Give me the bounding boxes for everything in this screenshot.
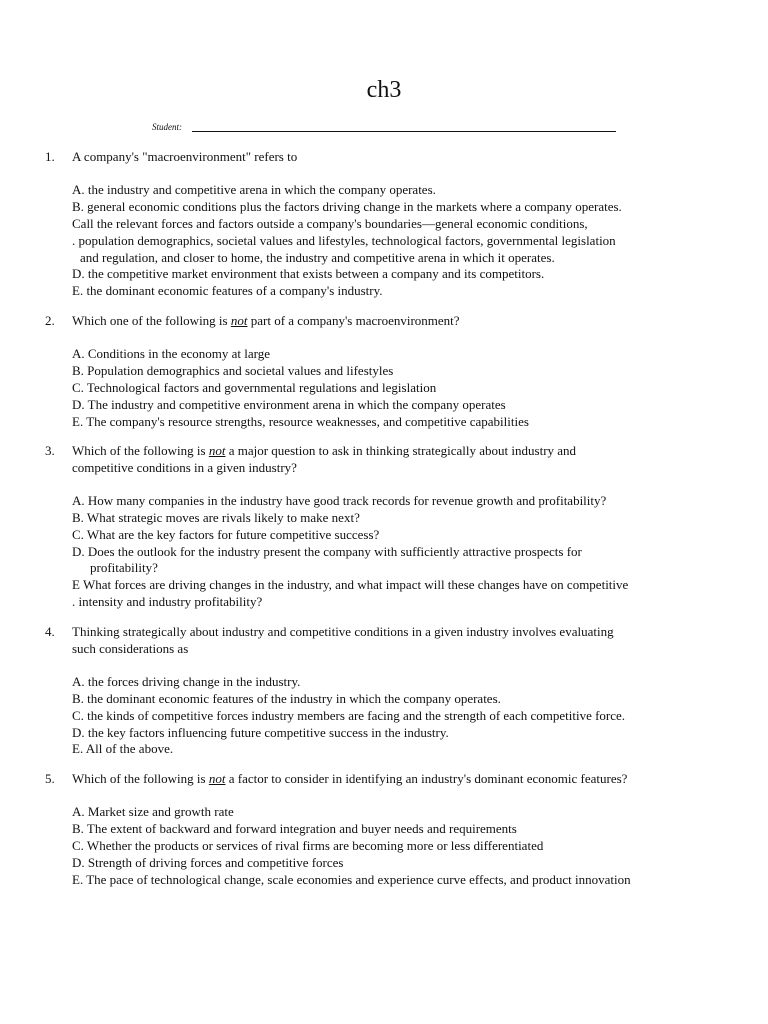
question-stem-line <box>72 312 732 329</box>
question-stem <box>72 770 732 787</box>
answer-option-c: C. the kinds of competitive forces industry members are facing and the strength of each competitive force. <box>72 708 626 723</box>
answer-option-d: D. the key factors influencing future competitive success in the industry. <box>72 725 449 740</box>
question-stem-line <box>72 770 732 787</box>
answer-option-e: E What forces are driving changes in the industry, and what impact will these changes have on competitive <box>72 577 629 592</box>
stem-emphasis: not <box>208 443 226 458</box>
student-name-line <box>192 131 616 132</box>
answer-option-c: C. Technological factors and governmental regulations and legislation <box>72 380 437 395</box>
answer-option-c: Call the relevant forces and factors outside a company's boundaries—general economic conditions, <box>72 216 588 231</box>
page-title: ch3 <box>366 77 402 103</box>
question-stem <box>72 312 732 329</box>
question-number: 3. <box>45 443 55 458</box>
answer-option-e: E. The company's resource strengths, resource weaknesses, and competitive capabilities <box>72 414 529 429</box>
answer-option-e: E. The pace of technological change, scale economies and experience curve effects, and product innovation <box>72 872 631 887</box>
question-number: 2. <box>45 313 55 328</box>
stem-text: a major question to ask in thinking strategically about industry and <box>225 443 577 458</box>
stem-emphasis: not <box>230 313 248 328</box>
answer-option-a: A. the industry and competitive arena in which the company operates. <box>72 182 436 197</box>
student-name-row <box>152 120 618 136</box>
answer-option-d-continued: profitability? <box>90 560 158 575</box>
answer-option-a: A. the forces driving change in the industry. <box>72 674 301 689</box>
question-number: 5. <box>45 771 55 786</box>
answer-option-d: D. Strength of driving forces and competitive forces <box>72 855 344 870</box>
answer-option-c: C. What are the key factors for future competitive success? <box>72 527 380 542</box>
question-stem <box>72 623 732 657</box>
question-stem-line: A company's "macroenvironment" refers to <box>72 149 298 164</box>
answer-option-c-continued: and regulation, and closer to home, the industry and competitive arena in which it operates. <box>80 250 555 265</box>
stem-text: part of a company's macroenvironment? <box>247 313 460 328</box>
answer-option-b: B. The extent of backward and forward integration and buyer needs and requirements <box>72 821 517 836</box>
stem-text: Which one of the following is <box>72 313 231 328</box>
question-stem-line: competitive conditions in a given industry? <box>72 460 297 475</box>
answer-option-a: A. How many companies in the industry have good track records for revenue growth and profitability? <box>72 493 607 508</box>
question-stem-line: such considerations as <box>72 641 189 656</box>
answer-option-e: E. All of the above. <box>72 741 174 756</box>
stem-text: Which of the following is <box>72 443 209 458</box>
answer-option-d: D. the competitive market environment that exists between a company and its competitors. <box>72 266 545 281</box>
answer-option-a: A. Conditions in the economy at large <box>72 346 270 361</box>
question-stem <box>72 442 732 476</box>
answer-option-b: B. the dominant economic features of the industry in which the company operates. <box>72 691 501 706</box>
student-label: Student: <box>152 122 182 132</box>
answer-option-c-continued: . population demographics, societal values and lifestyles, technological factors, governmental legislation <box>72 233 616 248</box>
answer-option-d: D. The industry and competitive environment arena in which the company operates <box>72 397 506 412</box>
answer-option-d: D. Does the outlook for the industry present the company with sufficiently attractive prospects for <box>72 544 582 559</box>
question-number: 4. <box>45 624 55 639</box>
stem-emphasis: not <box>208 771 226 786</box>
answer-option-e-continued: . intensity and industry profitability? <box>72 594 263 609</box>
answer-option-a: A. Market size and growth rate <box>72 804 234 819</box>
answer-option-b: B. What strategic moves are rivals likely to make next? <box>72 510 360 525</box>
question-stem <box>72 148 732 165</box>
stem-text: a factor to consider in identifying an industry's dominant economic features? <box>225 771 628 786</box>
question-stem-line: Thinking strategically about industry and competitive conditions in a given industry involves evaluating <box>72 624 614 639</box>
answer-option-c: C. Whether the products or services of rival firms are becoming more or less differentiated <box>72 838 544 853</box>
question-stem-line <box>72 442 732 459</box>
question-number: 1. <box>45 149 55 164</box>
answer-option-e: E. the dominant economic features of a company's industry. <box>72 283 383 298</box>
answer-option-b: B. general economic conditions plus the factors driving change in the markets where a company operates. <box>72 199 622 214</box>
stem-text: Which of the following is <box>72 771 209 786</box>
answer-option-b: B. Population demographics and societal values and lifestyles <box>72 363 394 378</box>
